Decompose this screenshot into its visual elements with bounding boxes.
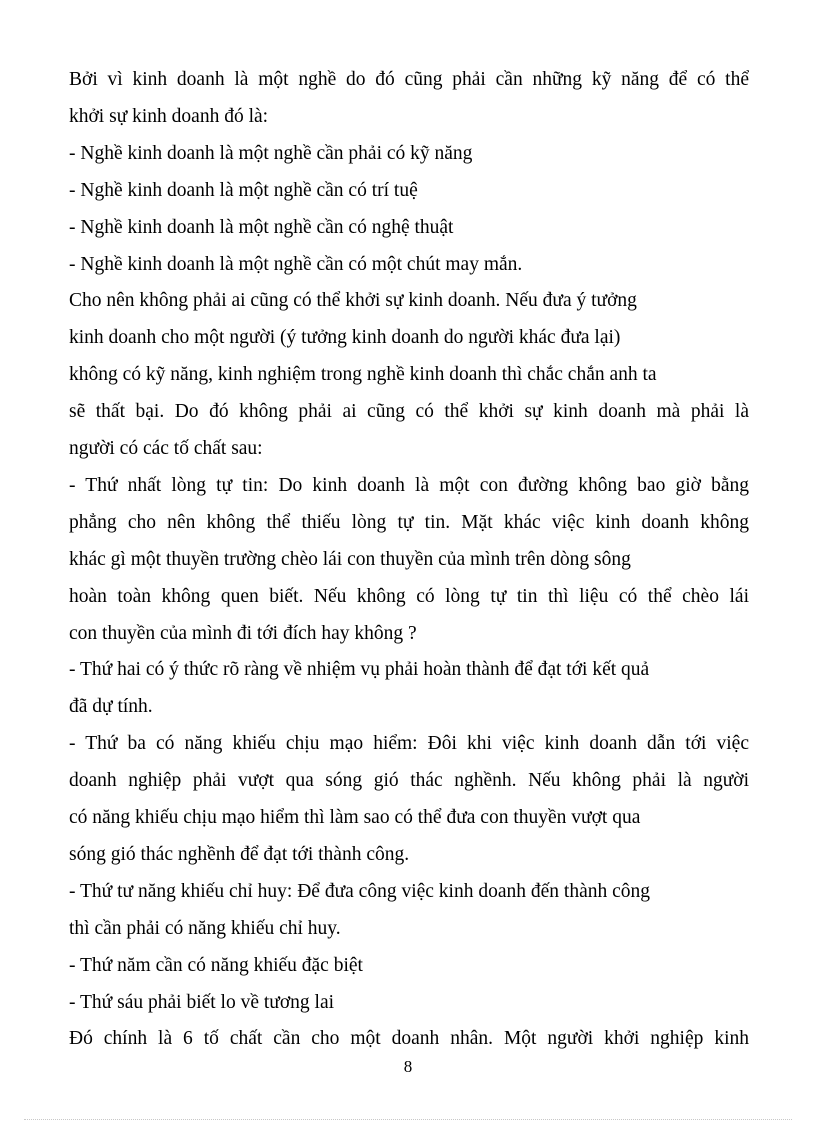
page-number: 8 <box>403 1057 413 1076</box>
text-line: đã dự tính. <box>69 696 153 717</box>
text-line: Cho nên không phải ai cũng có thể khởi sự kinh doanh. Nếu đưa ý tưởng <box>69 290 637 311</box>
text-line: khác gì một thuyền trường chèo lái con thuyền của mình trên dòng sông <box>69 549 631 570</box>
text-line: Bởi vì kinh doanh là một nghề do đó cũng phải cần những kỹ năng để có thể <box>69 69 749 90</box>
text-line: - Nghề kinh doanh là một nghề cần có một chút may mắn. <box>69 254 523 275</box>
text-line: - Thứ tư năng khiếu chỉ huy: Để đưa công việc kinh doanh đến thành công <box>69 881 651 902</box>
text-line: kinh doanh cho một người (ý tưởng kinh doanh do người khác đưa lại) <box>69 327 621 348</box>
text-line: - Nghề kinh doanh là một nghề cần có nghệ thuật <box>69 217 454 238</box>
text-line: con thuyền của mình đi tới đích hay không ? <box>69 623 417 644</box>
text-line: sẽ thất bại. Do đó không phải ai cũng có thể khởi sự kinh doanh mà phải là <box>69 401 749 422</box>
text-line: phẳng cho nên không thể thiếu lòng tự tin. Mặt khác việc kinh doanh không <box>69 512 749 533</box>
text-line: doanh nghiệp phải vượt qua sóng gió thác nghềnh. Nếu không phải là người <box>69 770 749 791</box>
text-line: thì cần phải có năng khiếu chỉ huy. <box>69 918 341 939</box>
text-line: có năng khiếu chịu mạo hiểm thì làm sao có thể đưa con thuyền vượt qua <box>69 807 641 828</box>
text-line: hoàn toàn không quen biết. Nếu không có lòng tự tin thì liệu có thể chèo lái <box>69 586 749 607</box>
text-line: khởi sự kinh doanh đó là: <box>69 106 269 127</box>
text-line: người có các tố chất sau: <box>69 438 263 459</box>
text-line: Đó chính là 6 tố chất cần cho một doanh nhân. Một người khởi nghiệp kinh <box>69 1028 749 1049</box>
text-line: - Nghề kinh doanh là một nghề cần có trí tuệ <box>69 180 418 201</box>
text-line: - Thứ ba có năng khiếu chịu mạo hiểm: Đôi khi việc kinh doanh dẫn tới việc <box>69 733 749 754</box>
text-line: - Thứ sáu phải biết lo về tương lai <box>69 992 335 1013</box>
text-line: - Thứ năm cần có năng khiếu đặc biệt <box>69 955 363 976</box>
text-line: không có kỹ năng, kinh nghiệm trong nghề kinh doanh thì chắc chắn anh ta <box>69 364 657 385</box>
text-line: - Thứ hai có ý thức rõ ràng về nhiệm vụ phải hoàn thành để đạt tới kết quả <box>69 659 650 680</box>
page-bottom-divider <box>24 1119 792 1120</box>
text-line: sóng gió thác nghềnh để đạt tới thành công. <box>69 844 410 865</box>
text-line: - Thứ nhất lòng tự tin: Do kinh doanh là một con đường không bao giờ bằng <box>69 475 749 496</box>
text-line: - Nghề kinh doanh là một nghề cần phải có kỹ năng <box>69 143 473 164</box>
